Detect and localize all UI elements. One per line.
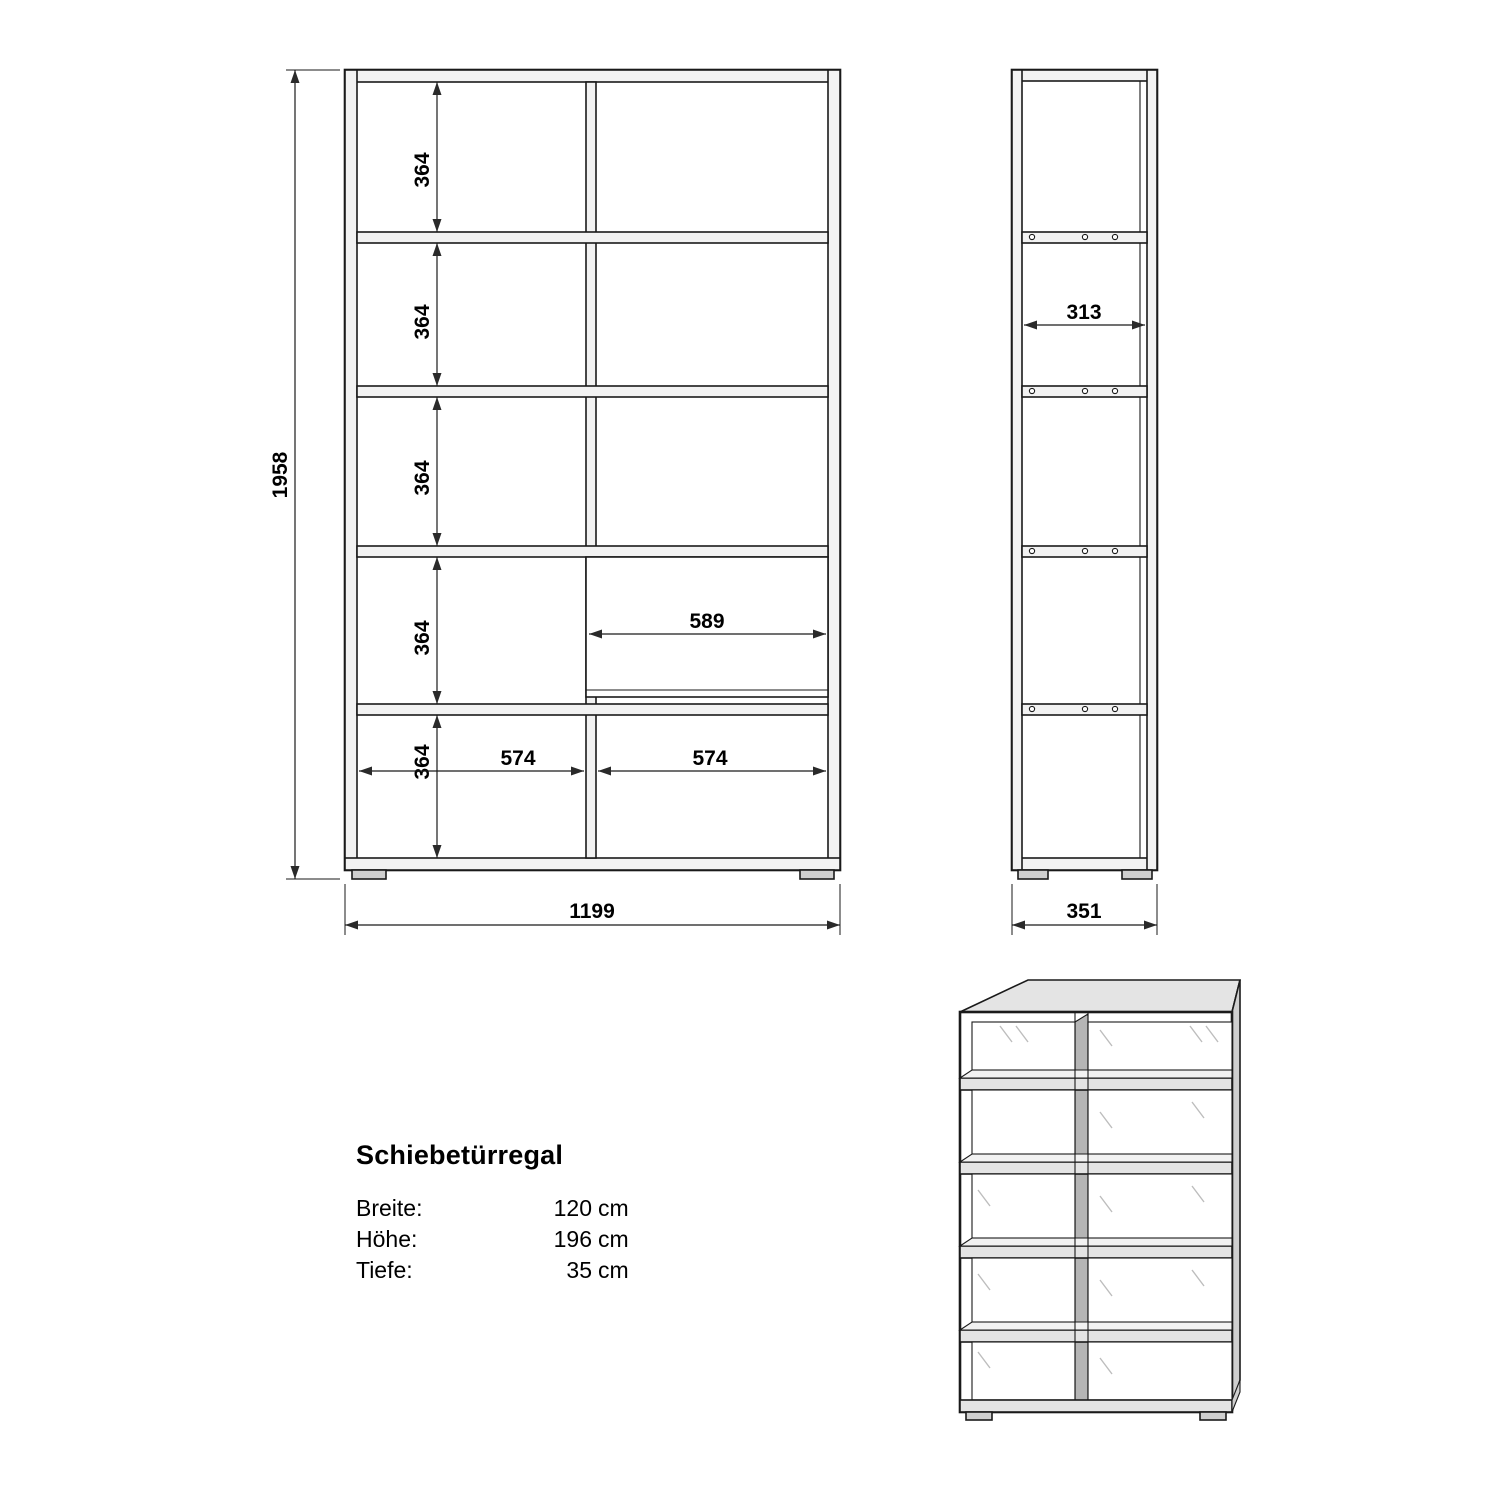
perspective-view bbox=[960, 980, 1240, 1420]
dim-shelf-height-4: 364 bbox=[411, 620, 434, 656]
spec-value-depth: 35 bbox=[566, 1256, 592, 1283]
dim-compartment-right: 574 bbox=[692, 747, 728, 770]
dim-shelf-height-1: 364 bbox=[411, 152, 434, 188]
spec-row-depth bbox=[356, 1255, 916, 1286]
dim-inner-depth: 313 bbox=[1066, 301, 1102, 324]
product-title: Schiebetürregal bbox=[356, 1140, 564, 1170]
dim-door-width: 589 bbox=[689, 610, 725, 633]
spec-unit-depth: cm bbox=[598, 1256, 629, 1283]
spec-value-height: 196 bbox=[553, 1225, 592, 1252]
dim-compartment-left: 574 bbox=[500, 747, 536, 770]
dim-total-height: 1958 bbox=[269, 451, 292, 499]
dim-total-width: 1199 bbox=[569, 900, 615, 923]
spec-label-depth: Tiefe: bbox=[356, 1256, 413, 1283]
dim-total-depth: 351 bbox=[1066, 900, 1102, 923]
front-elevation-view bbox=[269, 70, 840, 935]
side-elevation-view bbox=[1012, 70, 1157, 935]
spec-unit-width: cm bbox=[598, 1195, 629, 1221]
dim-shelf-height-5: 364 bbox=[411, 744, 434, 780]
dim-shelf-height-3: 364 bbox=[411, 460, 434, 496]
spec-label-height: Höhe: bbox=[356, 1225, 418, 1252]
spec-row-height bbox=[356, 1224, 916, 1255]
spec-unit-height: cm bbox=[598, 1225, 629, 1252]
spec-label-width: Breite: bbox=[356, 1195, 423, 1221]
product-info-block bbox=[356, 1140, 916, 1285]
spec-row-width bbox=[356, 1193, 916, 1224]
spec-value-width: 120 bbox=[553, 1195, 592, 1221]
dim-shelf-height-2: 364 bbox=[411, 304, 434, 340]
